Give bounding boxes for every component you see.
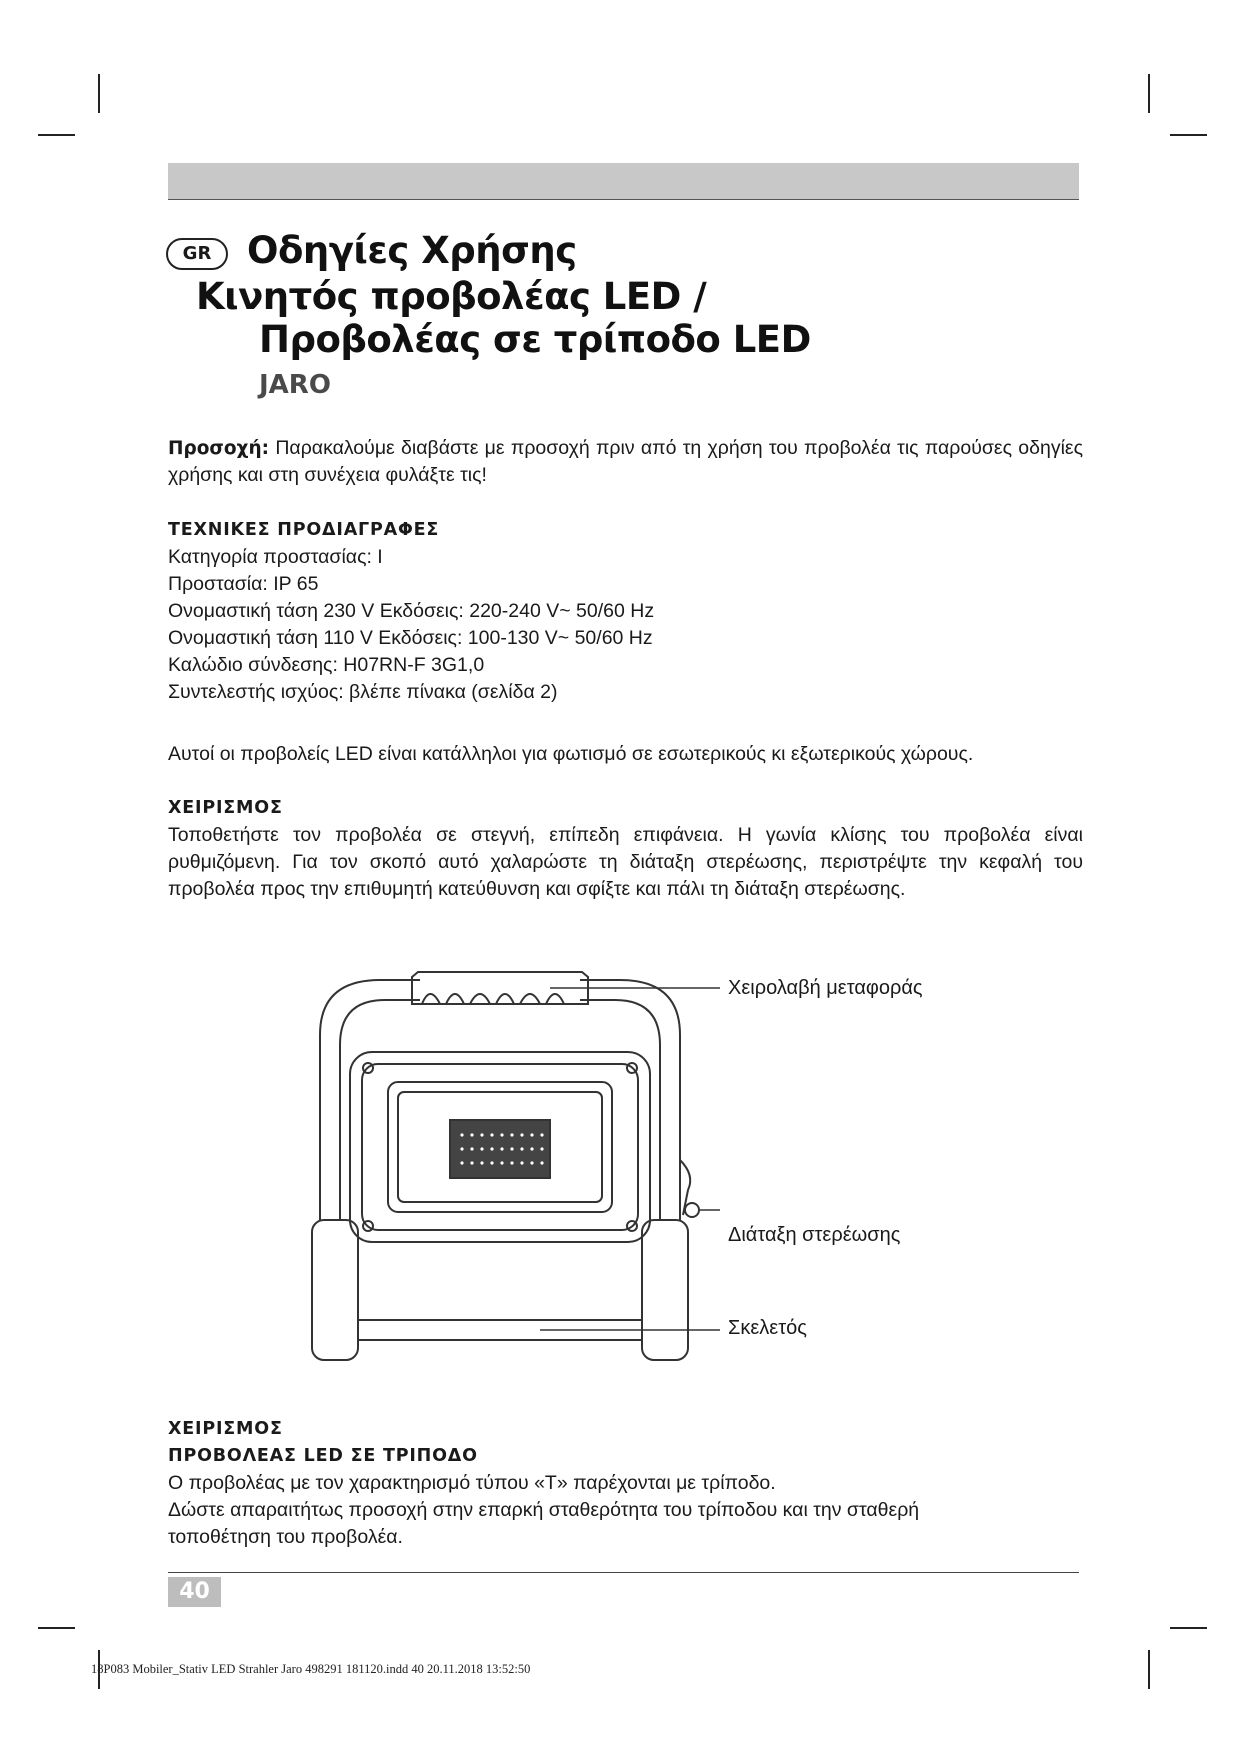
specs-heading: ΤΕΧΝΙΚΕΣ ΠΡΟΔΙΑΓΡΑΦΕΣ <box>168 520 440 540</box>
page-title: Οδηγίες Χρήσης <box>247 229 577 272</box>
warning-label: Προσοχή: <box>168 438 270 459</box>
tripod-line: Ο προβολέας με τον χαρακτηρισμό τύπου «T» παρέχονται με τρίποδο. <box>168 1472 776 1494</box>
label-fixing-device: Διάταξη στερέωσης <box>728 1224 901 1246</box>
spec-line: Προστασία: IP 65 <box>168 573 319 595</box>
operation-heading: ΧΕΙΡΙΣΜΟΣ <box>168 798 283 818</box>
print-footer: 18P083 Mobiler_Stativ LED Strahler Jaro 498291 181120.indd 40 20.11.2018 13:52:50 <box>91 1662 531 1676</box>
model-name: JARO <box>259 370 331 400</box>
footer-rule <box>168 1572 1079 1573</box>
crop-mark <box>1148 1650 1150 1689</box>
floodlight-diagram <box>300 960 740 1380</box>
page-title-line3: Προβολέας σε τρίποδο LED <box>259 318 811 361</box>
crop-mark <box>98 74 100 113</box>
page-number: 40 <box>168 1577 221 1607</box>
crop-mark <box>38 134 75 136</box>
spec-line: Ονομαστική τάση 110 V Εκδόσεις: 100-130 V~ 50/60 Hz <box>168 627 653 649</box>
suitability-text: Αυτοί οι προβολείς LED είναι κατάλληλοι για φωτισμό σε εσωτερικούς κι εξωτερικούς χώρους. <box>168 743 974 765</box>
warning-paragraph <box>168 435 1083 489</box>
spec-line: Καλώδιο σύνδεσης: H07RN-F 3G1,0 <box>168 654 485 676</box>
spec-line: Συντελεστής ισχύος: βλέπε πίνακα (σελίδα 2) <box>168 681 558 703</box>
operation-text: Τοποθετήστε τον προβολέα σε στεγνή, επίπεδη επιφάνεια. Η γωνία κλίσης του προβολέα είναι ρυθμιζόμενη. Για τον σκοπό αυτό χαλαρώστε τη διάταξη στερέωσης, περιστρέψτε την κεφαλή του προβολέα προς την επιθυμητή κατεύθυνση και σφίξτε και πάλι τη διάταξη στερέωσης. <box>168 824 1083 900</box>
label-frame: Σκελετός <box>728 1317 807 1339</box>
operation-section <box>168 795 1083 903</box>
spec-line: Κατηγορία προστασίας: I <box>168 546 383 568</box>
tripod-line: Δώστε απαραιτήτως προσοχή στην επαρκή σταθερότητα του τρίποδου και την σταθερή τοποθέτηση του προβολέα. <box>168 1499 920 1548</box>
tripod-subheading: ΠΡΟΒΟΛΕΑΣ LED ΣΕ ΤΡΙΠΟΔΟ <box>168 1446 478 1466</box>
label-carry-handle: Χειρολαβή μεταφοράς <box>728 977 923 999</box>
language-badge: GR <box>166 238 228 270</box>
crop-mark <box>1170 1627 1207 1629</box>
page-title-line2: Κινητός προβολέας LED / <box>196 275 707 318</box>
header-bar <box>168 163 1079 200</box>
crop-mark <box>1170 134 1207 136</box>
tripod-section <box>168 1416 1083 1551</box>
spec-line: Ονομαστική τάση 230 V Εκδόσεις: 220-240 V~ 50/60 Hz <box>168 600 655 622</box>
specs-section <box>168 517 1083 706</box>
tripod-heading: ΧΕΙΡΙΣΜΟΣ <box>168 1419 283 1439</box>
crop-mark <box>38 1627 75 1629</box>
crop-mark <box>1148 74 1150 113</box>
warning-text: Παρακαλούμε διαβάστε με προσοχή πριν από τη χρήση του προβολέα τις παρούσες οδηγίες χρήσης και στη συνέχεια φυλάξτε τις! <box>168 437 1083 486</box>
